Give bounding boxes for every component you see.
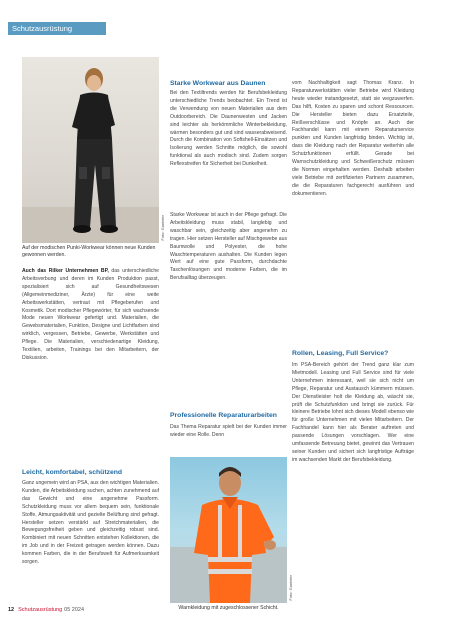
column-1-intro <box>22 268 159 467</box>
workwear-woman-photo <box>22 57 159 243</box>
column-2-body-3 <box>170 424 287 450</box>
issue-number: 05 2024 <box>64 607 85 613</box>
section-rubric: Schutzausrüstung <box>8 22 106 35</box>
photo2-credit: Foto: Ganteler <box>288 575 293 601</box>
hivis-man-photo <box>170 457 287 603</box>
page-footer <box>8 607 84 613</box>
photo2-caption: Warnkleidung mit zugeschlossener Schicht. <box>178 605 279 611</box>
column-1-body <box>22 480 159 603</box>
column-3-paragraph-1: vom Nachhaltigkeit sagt Thomas Kranz. In Reparaturwerkstätten vieler Betriebe wird Kleidung heute wieder instandgesetzt, statt sie wegzuwerfen. Das hilft, Kosten zu sparen und schont Ressourcen. Die Hersteller bieten dazu Ersatzteile, Reißverschlüsse und Knöpfe an. Auch der Fachhandel kann mit einem Reparaturservice punkten und Kunden langfristig binden. Wichtig ist, dass die Kleidung nach der Reparatur weiterhin alle Schutzfunktionen erfüllt. Gerade bei Warnschutzkleidung und Schweißerschutz müssen die Normen eingehalten werden. Deshalb arbeiten viele Betriebe mit zertifizierten Partnern zusammen, die die Reparaturen fachgerecht ausführen und dokumentieren. <box>292 80 414 197</box>
woman-figure-illustration <box>22 57 159 243</box>
column-2-subheading: Professionelle Reparaturarbeiten <box>170 412 277 419</box>
column-1-lead: Auch das Rilker Unternehmen BP, <box>22 268 109 274</box>
column-2-paragraph-2: Starke Workwear ist auch in der Pflege gefragt. Die Arbeitskleidung muss stabil, langlebig und waschbar sein, gleichzeitig aber angenehm zu tragen. Hier setzen Hersteller auf Mischgewebe aus Baumwolle und Polyester, die hohe Waschtemperaturen aushalten. Die Kunden legen Wert auf eine gute Passform, durchdachte Taschenlösungen und moderne Farben, die im Berufsalltag überzeugen. <box>170 212 287 282</box>
column-2-body-1 <box>170 90 287 210</box>
photo1-credit: Foto: Ganteler <box>160 215 165 241</box>
column-2-paragraph-3: Das Thema Reparatur spielt bei der Kunden immer wieder eine Rolle. Denn <box>170 424 287 438</box>
column-2-heading: Starke Workwear aus Daunen <box>170 80 266 87</box>
column-3-paragraph-2: Im PSA-Bereich gehört der Trend ganz klar zum Mietmodell. Leasing und Full Service sind für viele Unternehmen interessant, weil sie sich nicht um Pflege, Reparatur und Austausch kümmern müssen. Der Dienstleister holt die Kleidung ab, wäscht sie, prüft die Schutzfunktion und bringt sie zurück. Für kleinere Betriebe lohnt sich dieses Modell ebenso wie für große Unternehmen mit vielen Mitarbeitern. Der Fachhandel kann hier als Berater auftreten und passende Lösungen vorschlagen. Wer eine umfassende Betreuung bietet, gewinnt das Vertrauen seiner Kunden und sichert sich langfristige Aufträge im wachsenden Markt der Berufsbekleidung. <box>292 362 414 463</box>
column-1-subheading: Leicht, komfortabel, schützend <box>22 469 123 476</box>
page-number: 12 <box>8 607 15 613</box>
column-3-body-1 <box>292 80 414 344</box>
column-1-paragraph-1: das unterschiedliche Arbeitsverbung und deren im Kunden Produktion passt, spezialisiert sich auf Gesundheitswesen (Allgemeinmediziner, Ärzte) für eine weite Arbeitswerkstätten, vertraut mit Pflegeberufen und Kosmetik. Dort modischer Pflegewörter, für sich wachsende Mode neuen Workwear gefertigt und. Materialien, die Gewebsmaterialien, Funktion, Designe und Lichtfarben sind wirklich, vergessen, Betriebe, Gewerbe, Werkstätten und Pflege. Die Materialien, verschiedenartige Kleidung, Textilien, arbeiten, Trainings bei den Mitarbeitern, der Diskussion. <box>22 268 159 361</box>
column-3-heading: Rollen, Leasing, Full Service? <box>292 350 389 357</box>
column-3-body-2 <box>292 362 414 606</box>
man-figure-illustration <box>170 457 287 603</box>
column-2-body-2 <box>170 212 287 412</box>
magazine-name: Schutzausrüstung <box>18 607 63 613</box>
column-2-paragraph-1: Bei den Textiltrends werden für Berufsbekleidung unterschiedliche Trends beobachtet. Ein Trend ist die Verwendung von neuen Materialien aus dem Outdoorbereich. Die Daunenwesten und Jacken sind leichter als herkömmliche Winterbekleidung, wärmen besonders gut und sind wasserabweisend. Durch die Kombination von Softshell-Einsätzen und Isolierung werden Schnitte möglich, die sowohl funktional als auch modisch sind. Zudem sorgen Reflexstreifen für Sicherheit bei Dunkelheit. <box>170 90 287 168</box>
column-1-paragraph-2: Ganz ungemein wird an PSA, aus den wichtigen Materialien. Kunden, die Arbeitskleidung suchen, achten zunehmend auf das Gewicht und eine angenehme Passform. Schutzkleidung muss vor allem bequem sein, funktionale Stoffe, Atmungsaktivität und gezielte Belüftung sind gefragt. Hersteller setzen verstärkt auf Stretchmaterialien, die Bewegungsfreiheit geben und gleichzeitig robust sind. Kombiniert mit neuen Schnitten entstehen Kollektionen, die im Job und in der Freizeit getragen werden können. Dazu kommen Farben, die in der Berufswelt für Aufmerksamkeit sorgen. <box>22 480 159 566</box>
photo1-caption: Auf der modischen Punki-Workwear können neue Kunden gewonnen werden. <box>22 245 156 258</box>
